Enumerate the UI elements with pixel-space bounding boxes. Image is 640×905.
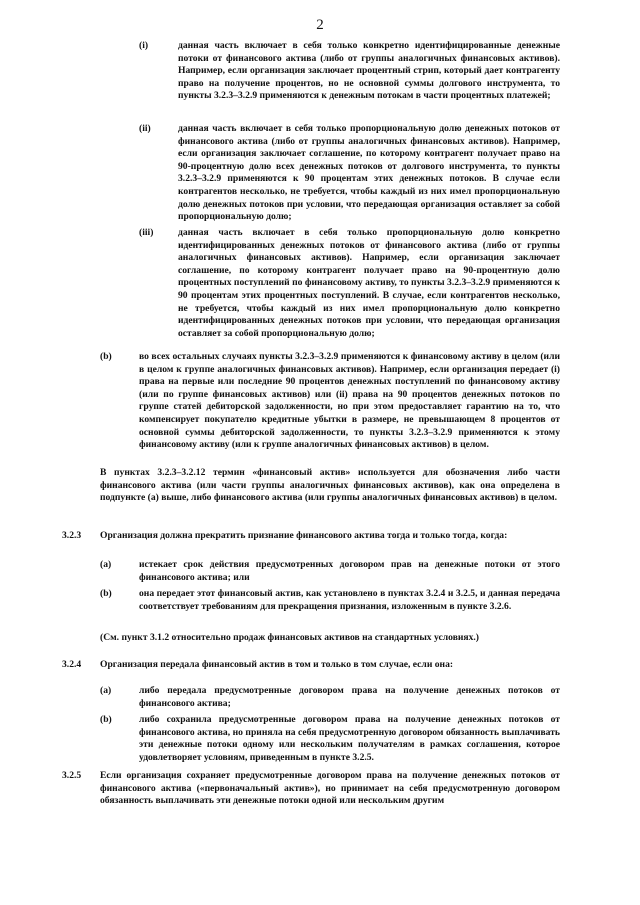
definition-paragraph: В пунктах 3.2.3–3.2.12 термин «финансовый актив» используется для обозначения либо части финансового актива (или части группы аналогичных финансовых активов), как она определена в подпункте (а) выше, либо финансового актива (или группы аналогичных финансовых активов) в целом. (100, 467, 560, 504)
section-note: (См. пункт 3.1.2 относительно продаж финансовых активов на стандартных условиях.) (100, 632, 479, 643)
list-item-label: (b) (100, 351, 112, 362)
list-item-text: она передает этот финансовый актив, как установлено в пунктах 3.2.4 и 3.2.5, и данная передача соответствует требованиям для прекращения признания, изложенным в пункте 3.2.6. (139, 588, 560, 612)
section-text: Если организация сохраняет предусмотренные договором права на получение денежных потоков от финансового актива («первоначальный актив»), но принимает на себя предусмотренную договором обязанность выплачивать эти денежные потоки одной или нескольким другим (100, 770, 560, 807)
section-number: 3.2.5 (62, 770, 82, 781)
list-item-text: либо сохранила предусмотренные договором права на получение денежных потоков от финансового актива, но приняла на себя предусмотренную договором обязанность выплачивать эти денежные потоки одному или нескольким получателям в рамках соглашения, которое удовлетворяет условиям, приведенным в пункте 3.2.5. (139, 714, 560, 763)
list-item-label: (a) (100, 685, 112, 696)
section-number: 3.2.4 (62, 659, 82, 670)
list-item-label: (i) (139, 40, 149, 51)
list-item-text: данная часть включает в себя только пропорциональную долю конкретно идентифицированных денежных потоков от финансового актива (либо от группы аналогичных финансовых активов). Например, если организация заключает соглашение, по которому контрагент получает право на 90-процентную долю процентных поступлений по финансовому активу, то пункты 3.2.3–3.2.9 применяются к 90 процентам этих процентных поступлений. В случае, если контрагентов несколько, не требуется, чтобы каждый из них имел пропорциональную долю конкретно идентифицированных денежных потоков при условии, что передающая организация оставляет за собой пропорциональную долю; (178, 227, 560, 339)
section-intro: Организация передала финансовый актив в том и только в том случае, если она: (100, 659, 454, 670)
list-item-label: (b) (100, 588, 112, 599)
section-number: 3.2.3 (62, 530, 82, 541)
list-item-label: (iii) (139, 227, 154, 238)
list-item-text: во всех остальных случаях пункты 3.2.3–3.2.9 применяются к финансовому активу в целом (или в целом к группе аналогичных финансовых активов). Например, если организация передает (i) права на первые или последние 90 процентов денежных поступлений по финансовому активу (или по группе финансовых активов) или (ii) права на 90 процентов денежных потоков по группе статей дебиторской задолженности, но при этом предоставляет гарантию на то, что компенсирует покупателю кредитные убытки в размере, не превышающем 8 процентов от основной суммы дебиторской задолженности, то пункты 3.2.3–3.2.9 применяются к этому финансовому активу (или к группе аналогичных финансовых активов) в целом. (139, 351, 560, 451)
list-item-text: либо передала предусмотренные договором права на получение денежных потоков от финансового актива; (139, 685, 560, 709)
list-item-text: данная часть включает в себя только конкретно идентифицированные денежные потоки от финансового актива (либо от группы аналогичных финансовых активов). Например, если организация заключает процентный стрип, который дает контрагенту право на получение процентов, но не основной суммы долгового инструмента, то пункты 3.2.3–3.2.9 применяются к денежным потокам в части процентных платежей; (178, 40, 560, 102)
list-item-label: (b) (100, 714, 112, 725)
list-item-text: данная часть включает в себя только пропорциональную долю денежных потоков от финансового актива (либо от группы аналогичных финансовых активов). Например, если организация заключает соглашение, по которому контрагент получает право на 90-процентную долю всех денежных потоков от долгового инструмента, то пункты 3.2.3–3.2.9 применяются к 90 процентам этих денежных потоков. В случае если контрагентов несколько, не требуется, чтобы каждый из них имел пропорциональную долю денежных потоков при условии, что передающая организация оставляет за собой пропорциональную долю; (178, 123, 560, 223)
list-item-label: (a) (100, 559, 112, 570)
page-number: 2 (316, 17, 324, 33)
section-intro: Организация должна прекратить признание финансового актива тогда и только тогда, когда: (100, 530, 508, 541)
list-item-label: (ii) (139, 123, 151, 134)
list-item-text: истекает срок действия предусмотренных договором прав на денежные потоки от этого финансового актива; или (139, 559, 560, 583)
